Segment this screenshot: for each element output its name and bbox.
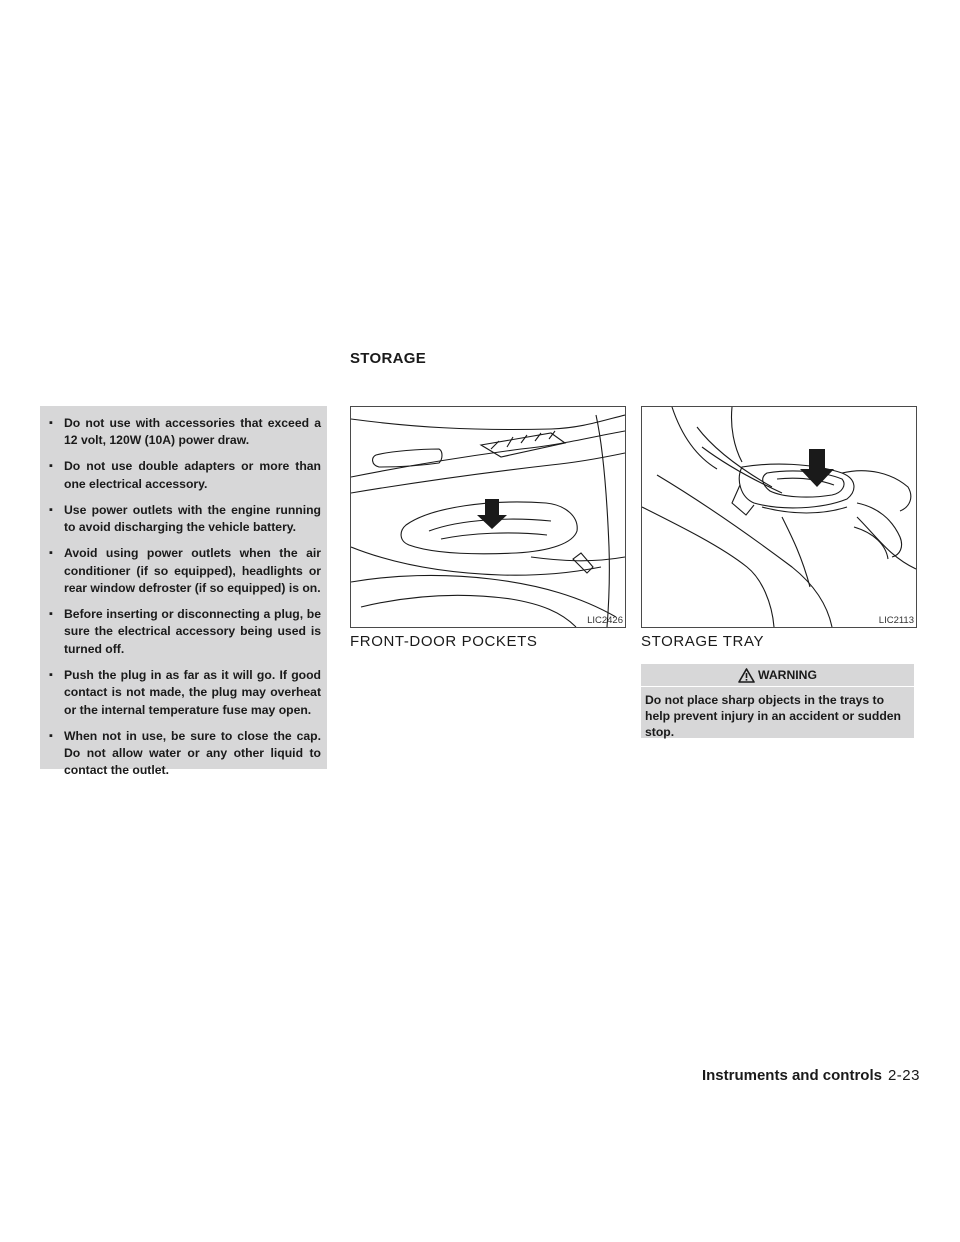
warning-box: [641, 664, 914, 738]
caution-item: ▪ Do not use with accessories that exceed a 12 volt, 120W (10A) power draw.: [48, 415, 321, 450]
arrow-icon: [800, 449, 834, 487]
caution-item: ▪ Do not use double adapters or more than one electrical accessory.: [48, 458, 321, 493]
figure-code: LIC2113: [878, 615, 914, 626]
caution-item: ▪ When not in use, be sure to close the cap. Do not allow water or any other liquid to contact the outlet.: [48, 728, 321, 780]
figure-caption: STORAGE TRAY: [641, 633, 765, 650]
caution-item: ▪ Before inserting or disconnecting a plug, be sure the electrical accessory being used is turned off.: [48, 606, 321, 658]
caution-list: [48, 415, 321, 780]
storage-tray-illustration: [641, 406, 917, 628]
figure-caption: FRONT-DOOR POCKETS: [350, 633, 538, 650]
door-pocket-drawing: [351, 407, 625, 627]
warning-triangle-icon: [738, 668, 755, 683]
warning-header: [641, 664, 914, 686]
caution-item: ▪ Avoid using power outlets when the air conditioner (if so equipped), headlights or rear window defroster (if so equipped) is on.: [48, 545, 321, 597]
section-title: STORAGE: [350, 350, 427, 367]
warning-label: WARNING: [758, 668, 817, 682]
page-number: 2-23: [887, 1067, 920, 1084]
warning-text: Do not place sharp objects in the trays to help prevent injury in an accident or sudden stop.: [645, 693, 901, 739]
storage-tray-drawing: [642, 407, 916, 627]
caution-item: ▪ Use power outlets with the engine running to avoid discharging the vehicle battery.: [48, 502, 321, 537]
figure-code: LIC2426: [587, 615, 623, 626]
caution-item: ▪ Push the plug in as far as it will go. If good contact is not made, the plug may overheat or the internal temperature fuse may open.: [48, 667, 321, 719]
door-pocket-illustration: [350, 406, 626, 628]
caution-box: [40, 406, 327, 778]
chapter-title: Instruments and controls: [701, 1067, 882, 1084]
page-footer: [702, 1067, 920, 1084]
